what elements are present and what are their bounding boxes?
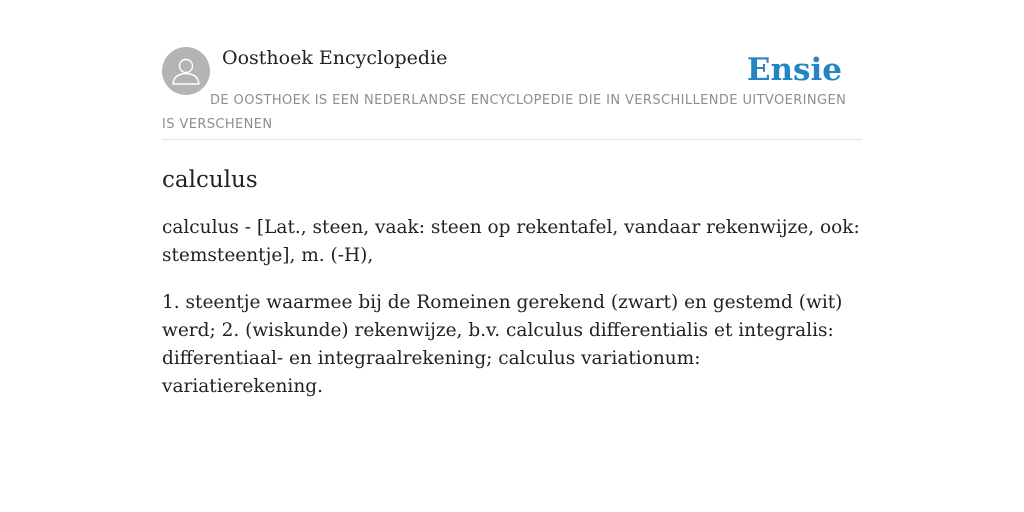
entry-container — [162, 46, 862, 420]
source-header — [162, 46, 862, 140]
entry-paragraph: 1. steentje waarmee bij de Romeinen gerekend (zwart) en gestemd (wit) werd; 2. (wiskunde) rekenwijze, b.v. calculus differentialis et integralis: differentiaal- en integraalrekening; calculus variationum: variatierekening. — [162, 292, 843, 397]
ensie-logo[interactable]: Ensie — [746, 52, 842, 88]
source-name[interactable]: Oosthoek Encyclopedie — [222, 47, 448, 69]
user-avatar-icon[interactable] — [162, 47, 210, 95]
source-description: DE OOSTHOEK IS EEN NEDERLANDSE ENCYCLOPEDIE DIE IN VERSCHILLENDE UITVOERINGEN IS VERSCHENEN — [162, 93, 847, 132]
entry-content — [162, 214, 862, 401]
entry-title: calculus — [162, 167, 258, 193]
entry-paragraph: calculus - [Lat., steen, vaak: steen op rekentafel, vandaar rekenwijze, ook: stemsteentje], m. (-H), — [162, 217, 860, 266]
